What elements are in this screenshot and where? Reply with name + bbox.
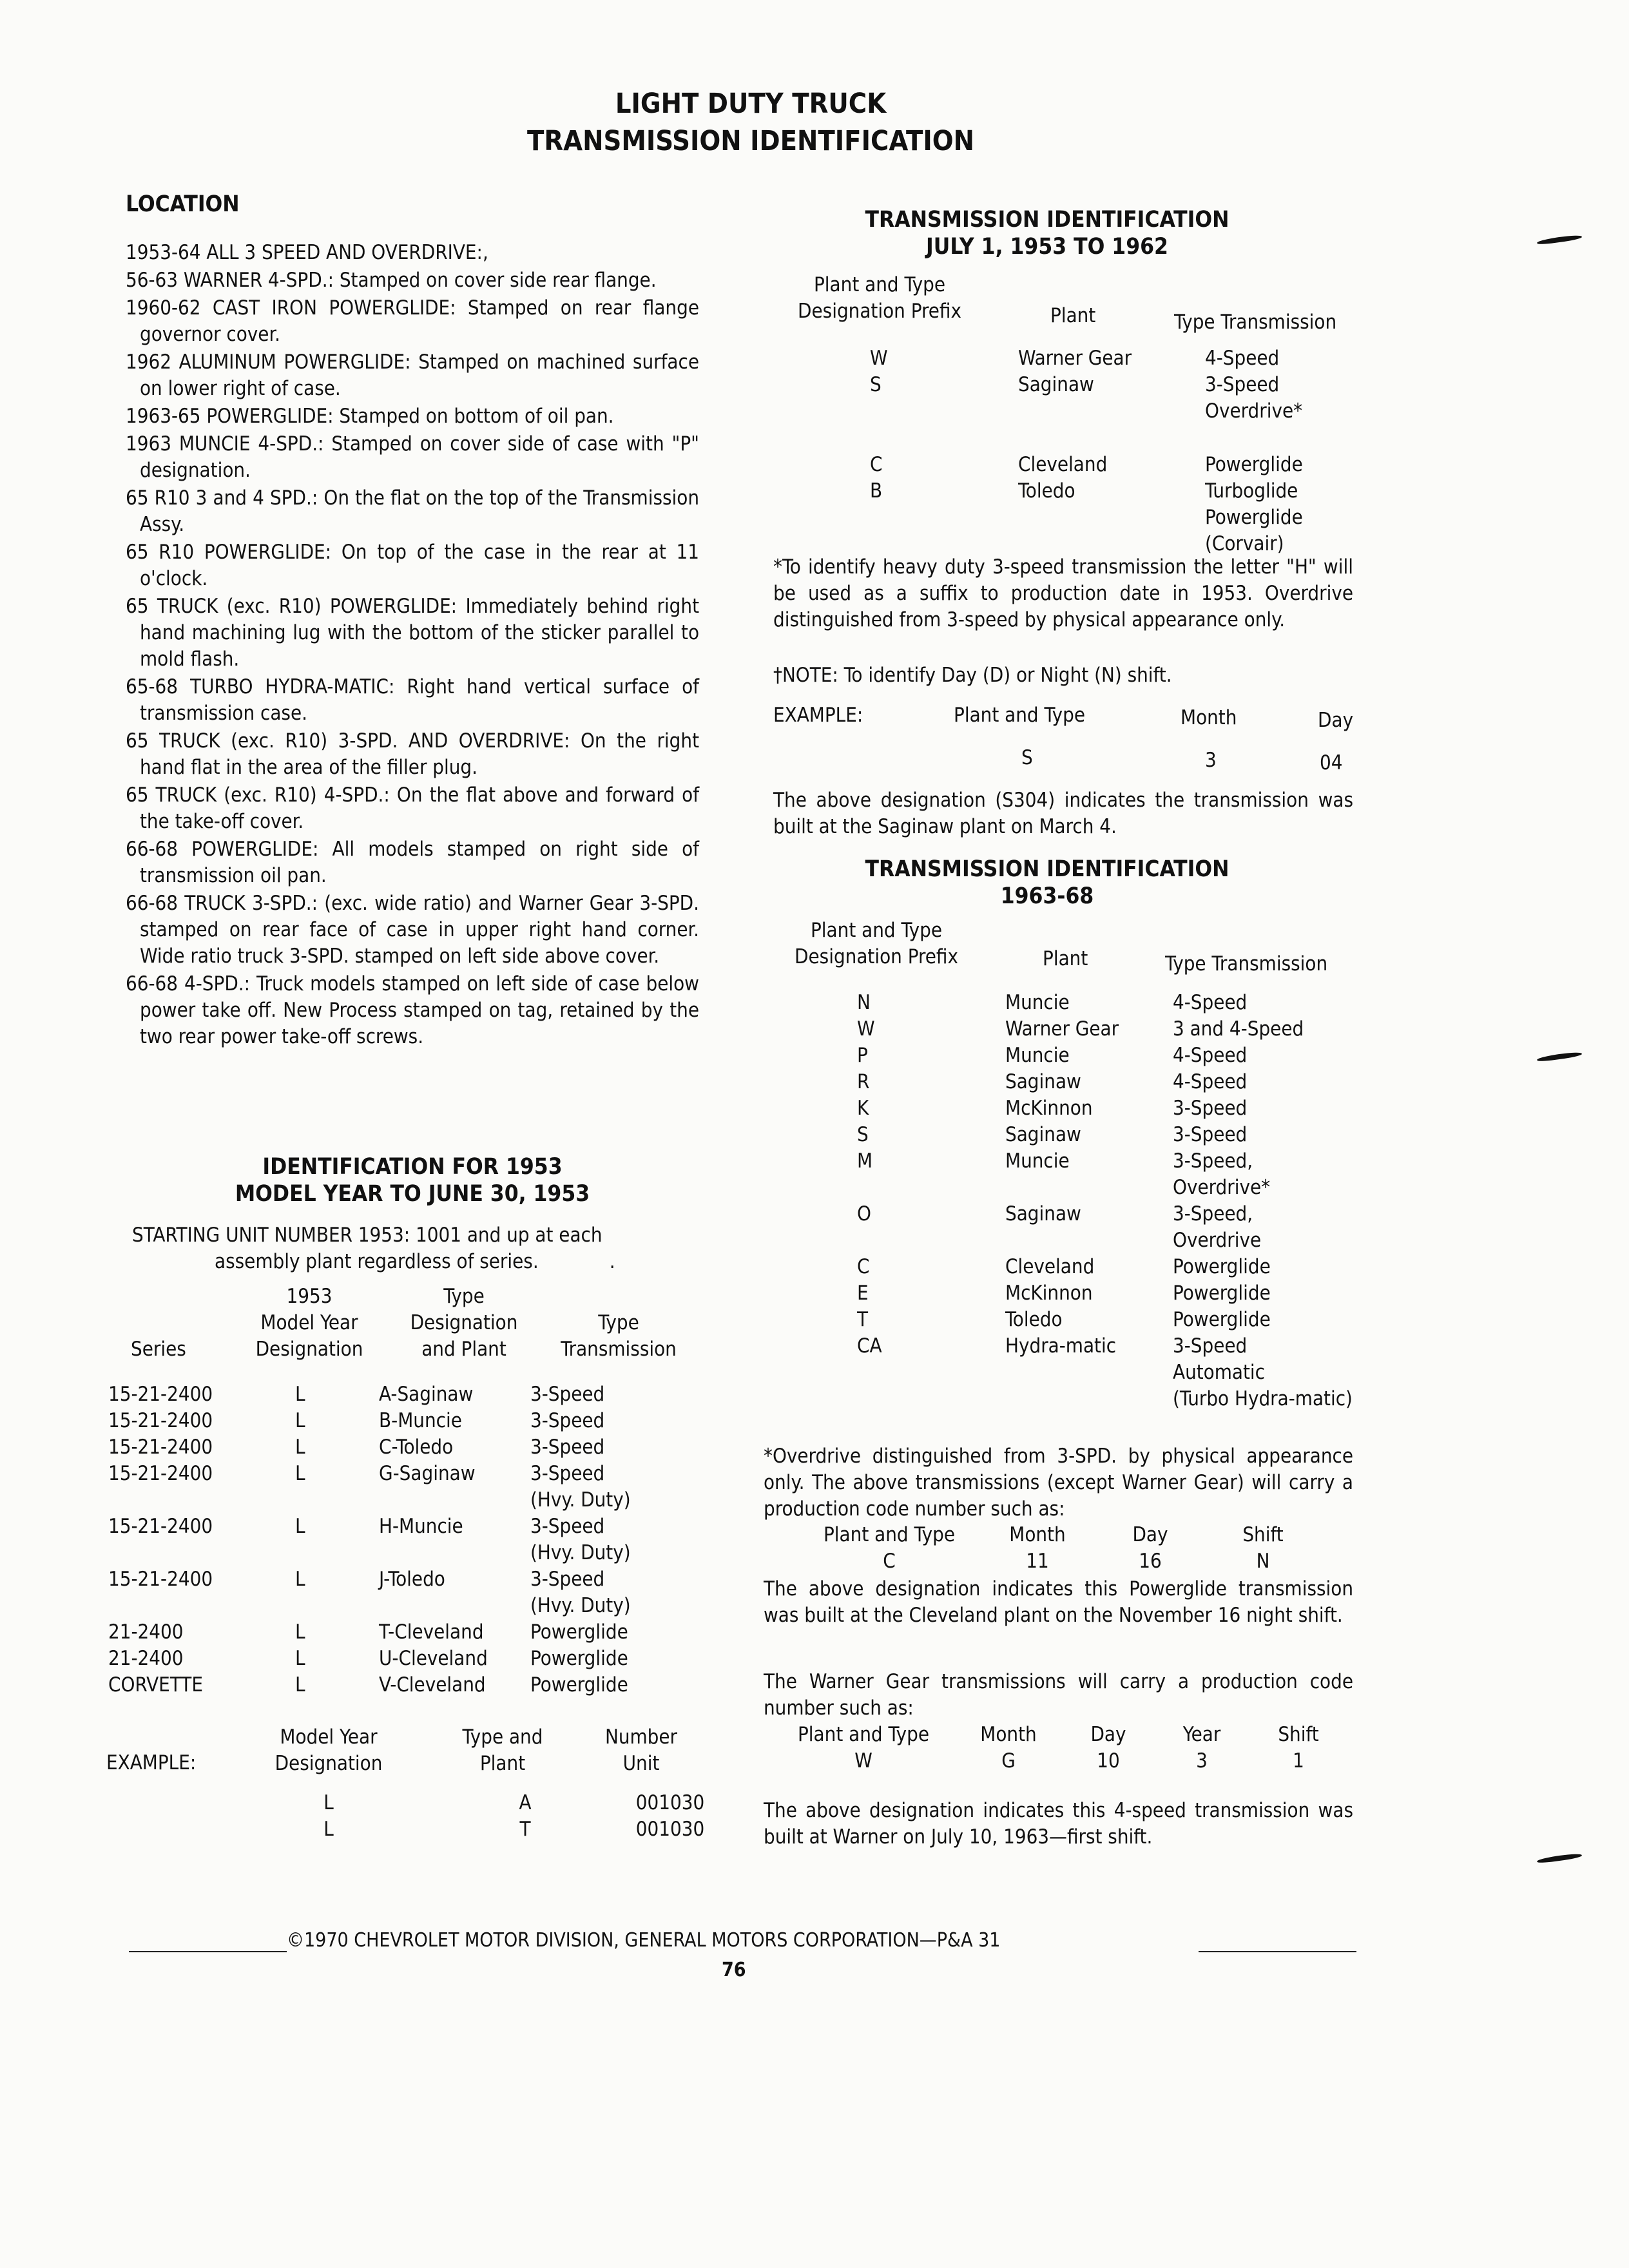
ex-h-type-plant-2: Plant <box>479 1752 526 1775</box>
ex-tp: A <box>519 1791 532 1814</box>
row-plant: T-Cleveland <box>379 1620 484 1644</box>
th-type-designation-2: Designation <box>410 1311 518 1334</box>
row-type <box>1173 1043 1392 1069</box>
row-type-line: Powerglide <box>1173 1282 1271 1305</box>
row-model-year: L <box>295 1462 305 1485</box>
r1-ex-label: EXAMPLE: <box>773 704 863 727</box>
r1-h-prefix <box>773 272 986 325</box>
id1953-62-row <box>857 345 1373 372</box>
row-type <box>1173 990 1392 1016</box>
row-series: 15-21-2400 <box>108 1568 213 1591</box>
ex2-v-shift: 1 <box>1293 1749 1304 1773</box>
row-model-year: L <box>295 1436 305 1459</box>
id1953-heading-line2: MODEL YEAR TO JUNE 30, 1953 <box>235 1181 590 1207</box>
row-type-line: 4-Speed <box>1205 347 1280 370</box>
row-prefix: R <box>857 1070 870 1093</box>
id1953-heading <box>126 1153 699 1207</box>
r2-h-type: Type Transmission <box>1165 952 1328 975</box>
ex-h-number-unit <box>590 1724 693 1777</box>
id1953-row <box>108 1408 685 1434</box>
id1963-68-row <box>844 1307 1392 1333</box>
row-type-line: (Corvair) <box>1205 532 1284 555</box>
example1-header-row <box>799 1522 1321 1548</box>
ex2-h-plant-type: Plant and Type <box>797 1723 930 1746</box>
ex2-h-day: Day <box>1090 1723 1126 1746</box>
r1-h-prefix-1: Plant and Type <box>813 273 946 296</box>
id1963-68-heading-line2: 1963-68 <box>1000 883 1094 909</box>
row-model-year: L <box>295 1620 305 1644</box>
ex2-h-year: Year <box>1182 1723 1221 1746</box>
r1-ex-h-plant-type: Plant and Type <box>954 704 1086 727</box>
row-series: 15-21-2400 <box>108 1436 213 1459</box>
id1953-row <box>108 1646 685 1672</box>
location-item: 1963-65 POWERGLIDE: Stamped on bottom of oil pan. <box>126 405 614 428</box>
id1963-68-row <box>844 1043 1392 1069</box>
id1953-62-row <box>857 478 1373 557</box>
edge-mark <box>1537 234 1582 245</box>
row-type-line: Powerglide <box>1173 1255 1271 1278</box>
ex1-h-month: Month <box>1009 1523 1066 1546</box>
r1-ex-h-day: Day <box>1318 709 1354 732</box>
example-row <box>264 1816 722 1843</box>
row-type <box>1173 1122 1392 1148</box>
row-transmission <box>530 1514 685 1566</box>
row-model-year: L <box>295 1647 305 1670</box>
th-type-transmission-2: Transmission <box>561 1338 677 1361</box>
r1-h-prefix-2: Designation Prefix <box>798 300 961 323</box>
row-transmission <box>530 1434 685 1461</box>
row-prefix: K <box>857 1097 869 1120</box>
location-item: 65 TRUCK (exc. R10) 4-SPD.: On the flat above and forward of the take-off cover. <box>126 783 699 833</box>
row-plant: Saginaw <box>1005 1070 1081 1093</box>
row-transmission <box>530 1646 685 1672</box>
row-transmission-line: 3-Speed <box>530 1568 605 1591</box>
row-plant: H-Muncie <box>379 1515 463 1538</box>
row-plant: Warner Gear <box>1018 347 1132 370</box>
row-plant: G-Saginaw <box>379 1462 476 1485</box>
row-type-line: 3-Speed <box>1173 1097 1248 1120</box>
location-item: 65 R10 POWERGLIDE: On top of the case in the rear at 11 o'clock. <box>126 541 699 590</box>
r1-h-plant: Plant <box>1050 304 1096 327</box>
row-plant: A-Saginaw <box>379 1383 474 1406</box>
starting-line2-text: assembly plant regardless of series. <box>215 1250 539 1273</box>
th-model-year-2: Model Year <box>260 1311 358 1334</box>
footer-copyright: ©1970 CHEVROLET MOTOR DIVISION, GENERAL MOTORS CORPORATION—P&A 31 <box>287 1929 1001 1952</box>
id1953-62-note2: †NOTE: To identify Day (D) or Night (N) shift. <box>773 664 1172 687</box>
r1-ex-v-day: 04 <box>1320 751 1343 774</box>
id1953-example-table <box>264 1790 722 1843</box>
row-type-line: Overdrive* <box>1205 399 1303 423</box>
th-type-transmission <box>541 1310 696 1363</box>
row-prefix: S <box>870 373 882 396</box>
id1953-row <box>108 1566 685 1619</box>
row-prefix: M <box>857 1149 873 1173</box>
ex2-h-month: Month <box>980 1723 1037 1746</box>
ex-h-number-unit-1: Number <box>604 1725 678 1749</box>
row-type-line: 3-Speed <box>1205 373 1280 396</box>
row-prefix: C <box>857 1255 870 1278</box>
id1953-row <box>108 1514 685 1566</box>
row-series: 15-21-2400 <box>108 1383 213 1406</box>
ex1-h-shift: Shift <box>1242 1523 1284 1546</box>
location-item: 65 TRUCK (exc. R10) POWERGLIDE: Immediately behind right hand machining lug with the bottom of the sticker parallel to mold flash. <box>126 595 699 671</box>
starting-line1: STARTING UNIT NUMBER 1953: 1001 and up at each <box>132 1224 602 1247</box>
id1953-62-heading-line1: TRANSMISSION IDENTIFICATION <box>865 207 1229 233</box>
r1-ex-v-month: 3 <box>1205 749 1217 772</box>
row-series: CORVETTE <box>108 1673 203 1696</box>
row-type-line: Powerglide <box>1205 453 1303 476</box>
id1963-68-row <box>844 1016 1392 1043</box>
id1953-62-desc: The above designation (S304) indicates the transmission was built at the Saginaw plant on March 4. <box>773 789 1353 838</box>
row-type-line: 3-Speed <box>1173 1123 1248 1146</box>
location-heading: LOCATION <box>126 191 240 217</box>
row-plant: V-Cleveland <box>379 1673 486 1696</box>
ex1-v-month: 11 <box>1026 1550 1049 1573</box>
row-transmission-line: (Hvy. Duty) <box>530 1541 631 1564</box>
row-type <box>1205 372 1373 452</box>
id1953-starting <box>132 1222 699 1275</box>
row-model-year: L <box>295 1568 305 1591</box>
row-plant: C-Toledo <box>379 1436 454 1459</box>
row-type-line: 3-Speed, <box>1173 1149 1253 1173</box>
row-type-line: Overdrive* <box>1173 1176 1271 1199</box>
row-type-line: Powerglide <box>1205 506 1303 529</box>
example2-header-row <box>773 1722 1347 1748</box>
id1953-row <box>108 1434 685 1461</box>
r1-ex-h-month: Month <box>1181 706 1237 729</box>
ex-h-type-plant <box>445 1724 561 1777</box>
page-number: 76 <box>722 1959 746 1981</box>
row-plant: Saginaw <box>1005 1123 1081 1146</box>
id1953-row <box>108 1461 685 1514</box>
location-item: 1962 ALUMINUM POWERGLIDE: Stamped on machined surface on lower right of case. <box>126 351 699 400</box>
row-prefix: C <box>870 453 883 476</box>
th-type-transmission-1: Type <box>598 1311 639 1334</box>
row-plant: Toledo <box>1005 1308 1063 1331</box>
row-type-line: 3-Speed <box>1173 1334 1248 1358</box>
row-plant: Saginaw <box>1018 373 1094 396</box>
row-prefix: B <box>870 479 883 503</box>
id1953-62-row <box>857 452 1373 478</box>
ex1-h-day: Day <box>1132 1523 1168 1546</box>
location-item: 65-68 TURBO HYDRA-MATIC: Right hand vertical surface of transmission case. <box>126 675 699 725</box>
row-plant: Toledo <box>1018 479 1075 503</box>
row-type <box>1173 1016 1392 1043</box>
id1963-68-row <box>844 1122 1392 1148</box>
location-item: 1953-64 ALL 3 SPEED AND OVERDRIVE:, <box>126 241 488 264</box>
row-transmission-line: Powerglide <box>530 1673 628 1696</box>
row-plant: McKinnon <box>1005 1282 1093 1305</box>
row-transmission <box>530 1672 685 1698</box>
row-model-year: L <box>295 1409 305 1432</box>
r2-h-plant: Plant <box>1043 947 1088 970</box>
ex2-v-month: G <box>1001 1749 1016 1773</box>
r1-ex-v-plant-type: S <box>1021 746 1033 769</box>
id1963-68-desc1: The above designation indicates this Powerglide transmission was built at the Cleveland plant on the November 16 night shift. <box>764 1577 1353 1627</box>
r2-h-prefix-1: Plant and Type <box>810 919 943 942</box>
row-type-line: (Turbo Hydra-matic) <box>1173 1387 1353 1410</box>
id1963-68-row <box>844 1069 1392 1095</box>
id1963-68-heading <box>773 856 1321 910</box>
row-transmission <box>530 1381 685 1408</box>
ex-h-number-unit-2: Unit <box>622 1752 660 1775</box>
ex-num: 001030 <box>635 1791 705 1814</box>
row-type-line: 4-Speed <box>1173 991 1248 1014</box>
page-title-line2: TRANSMISSION IDENTIFICATION <box>526 125 975 157</box>
row-type <box>1173 1280 1392 1307</box>
id1953-example-label: EXAMPLE: <box>106 1751 197 1774</box>
row-type-line: Overdrive <box>1173 1229 1262 1252</box>
id1953-62-row <box>857 372 1373 452</box>
row-prefix: W <box>857 1017 875 1041</box>
id1963-68-warner-intro: The Warner Gear transmissions will carry a production code number such as: <box>764 1670 1353 1720</box>
row-series: 15-21-2400 <box>108 1409 213 1432</box>
th-series: Series <box>131 1338 186 1361</box>
row-prefix: O <box>857 1202 871 1225</box>
edge-mark <box>1537 1852 1582 1864</box>
row-transmission <box>530 1461 685 1514</box>
id1963-68-row <box>844 990 1392 1016</box>
ex-my: L <box>323 1818 334 1841</box>
id1953-62-table <box>857 345 1373 557</box>
row-type <box>1173 1333 1392 1412</box>
r2-h-prefix-2: Designation Prefix <box>795 945 958 968</box>
th-model-year-1: 1953 <box>286 1285 333 1308</box>
row-type <box>1173 1201 1392 1254</box>
id1963-68-row <box>844 1148 1392 1201</box>
id1963-68-row <box>844 1201 1392 1254</box>
r1-h-type: Type Transmission <box>1174 311 1337 334</box>
ex-h-model-year-2: Designation <box>275 1752 383 1775</box>
row-plant: Cleveland <box>1018 453 1108 476</box>
row-plant: McKinnon <box>1005 1097 1093 1120</box>
th-type-designation <box>393 1283 535 1363</box>
location-item: 66-68 POWERGLIDE: All models stamped on right side of transmission oil pan. <box>126 838 699 887</box>
row-model-year: L <box>295 1383 305 1406</box>
row-plant: Hydra-matic <box>1005 1334 1117 1358</box>
row-plant: B-Muncie <box>379 1409 462 1432</box>
id1963-68-row <box>844 1280 1392 1307</box>
row-model-year: L <box>295 1515 305 1538</box>
id1953-row <box>108 1619 685 1646</box>
id1953-row <box>108 1381 685 1408</box>
ex-tp: T <box>519 1818 531 1841</box>
id1963-68-row <box>844 1254 1392 1280</box>
id1963-68-table <box>844 990 1392 1412</box>
location-item: 1963 MUNCIE 4-SPD.: Stamped on cover side of case with "P" designation. <box>126 432 699 482</box>
ex-my: L <box>323 1791 334 1814</box>
row-plant: Saginaw <box>1005 1202 1081 1225</box>
row-prefix: W <box>870 347 888 370</box>
row-plant: Muncie <box>1005 991 1070 1014</box>
row-transmission-line: 3-Speed <box>530 1436 605 1459</box>
example-row <box>264 1790 722 1816</box>
ex-h-model-year-1: Model Year <box>280 1725 378 1749</box>
row-type-line: Turboglide <box>1205 479 1298 503</box>
row-plant: J-Toledo <box>379 1568 445 1591</box>
row-type-line: 4-Speed <box>1173 1070 1248 1093</box>
row-prefix: P <box>857 1044 868 1067</box>
row-transmission-line: Powerglide <box>530 1647 628 1670</box>
footer-rule-right <box>1199 1951 1356 1952</box>
ex1-v-shift: N <box>1256 1550 1270 1573</box>
example1-value-row <box>799 1548 1321 1575</box>
id1963-68-example2 <box>773 1722 1347 1774</box>
id1953-62-heading <box>773 206 1321 260</box>
row-type <box>1173 1069 1392 1095</box>
th-type-designation-1: Type <box>443 1285 485 1308</box>
id1963-68-row <box>844 1095 1392 1122</box>
row-model-year: L <box>295 1673 305 1696</box>
id1963-68-note: *Overdrive distinguished from 3-SPD. by physical appearance only. The above transmissions (except Warner Gear) will carry a production code number such as: <box>764 1445 1353 1521</box>
id1953-table <box>108 1381 685 1698</box>
location-item: 65 R10 3 and 4 SPD.: On the flat on the top of the Transmission Assy. <box>126 486 699 536</box>
id1963-68-example1 <box>799 1522 1321 1575</box>
location-item: 56-63 WARNER 4-SPD.: Stamped on cover side rear flange. <box>126 269 657 292</box>
row-type <box>1173 1095 1392 1122</box>
ex2-v-year: 3 <box>1196 1749 1208 1773</box>
th-model-year-3: Designation <box>255 1338 363 1361</box>
starting-line2 <box>132 1249 699 1275</box>
id1953-62-note1: *To identify heavy duty 3-speed transmission the letter "H" will be used as a suffix to production date in 1953. Overdrive distinguished from 3-speed by physical appearance only. <box>773 555 1353 631</box>
location-item: 66-68 TRUCK 3-SPD.: (exc. wide ratio) and Warner Gear 3-SPD. stamped on rear face of case in upper right hand corner. Wide ratio truck 3-SPD. stamped on left side above cover. <box>126 892 699 968</box>
ex2-h-shift: Shift <box>1278 1723 1319 1746</box>
row-type-line: 3 and 4-Speed <box>1173 1017 1304 1041</box>
row-plant: Muncie <box>1005 1044 1070 1067</box>
th-type-designation-3: and Plant <box>421 1338 506 1361</box>
id1953-heading-line1: IDENTIFICATION FOR 1953 <box>262 1154 563 1180</box>
row-type-line: 4-Speed <box>1173 1044 1248 1067</box>
row-prefix: CA <box>857 1334 882 1358</box>
id1963-68-heading-line1: TRANSMISSION IDENTIFICATION <box>865 856 1229 882</box>
row-type-line: Automatic <box>1173 1361 1266 1384</box>
footer-rule-left <box>129 1951 287 1952</box>
ex1-h-plant-type: Plant and Type <box>823 1523 956 1546</box>
row-type <box>1173 1148 1392 1201</box>
location-list <box>126 240 699 1052</box>
ex-h-type-plant-1: Type and <box>462 1725 543 1749</box>
row-series: 15-21-2400 <box>108 1462 213 1485</box>
ex2-v-plant-type: W <box>854 1749 872 1773</box>
example2-value-row <box>773 1748 1347 1774</box>
id1963-68-row <box>844 1333 1392 1412</box>
id1953-row <box>108 1672 685 1698</box>
row-prefix: S <box>857 1123 869 1146</box>
row-transmission-line: (Hvy. Duty) <box>530 1594 631 1617</box>
row-type <box>1173 1254 1392 1280</box>
ex-num: 001030 <box>635 1818 705 1841</box>
location-item: 65 TRUCK (exc. R10) 3-SPD. AND OVERDRIVE: On the right hand flat in the area of the filler plug. <box>126 729 699 779</box>
row-transmission <box>530 1408 685 1434</box>
row-transmission-line: 3-Speed <box>530 1409 605 1432</box>
row-plant: Warner Gear <box>1005 1017 1119 1041</box>
row-plant: Muncie <box>1005 1149 1070 1173</box>
location-item: 66-68 4-SPD.: Truck models stamped on left side of case below power take off. New Process stamped on tag, retained by the two rear power take-off screws. <box>126 972 699 1048</box>
row-type-line: 3-Speed, <box>1173 1202 1253 1225</box>
row-transmission <box>530 1619 685 1646</box>
row-transmission <box>530 1566 685 1619</box>
location-item: 1960-62 CAST IRON POWERGLIDE: Stamped on rear flange governor cover. <box>126 296 699 346</box>
row-prefix: T <box>857 1308 869 1331</box>
row-transmission-line: (Hvy. Duty) <box>530 1488 631 1512</box>
th-model-year <box>248 1283 371 1363</box>
row-plant: U-Cleveland <box>379 1647 488 1670</box>
ex1-v-plant-type: C <box>883 1550 896 1573</box>
id1963-68-desc2: The above designation indicates this 4-speed transmission was built at Warner on July 10, 1963—first shift. <box>764 1799 1353 1849</box>
row-transmission-line: 3-Speed <box>530 1515 605 1538</box>
edge-mark <box>1537 1051 1582 1062</box>
ex2-v-day: 10 <box>1097 1749 1120 1773</box>
row-transmission-line: Powerglide <box>530 1620 628 1644</box>
row-prefix: N <box>857 991 871 1014</box>
ex-h-model-year <box>264 1724 393 1777</box>
row-transmission-line: 3-Speed <box>530 1462 605 1485</box>
row-type <box>1173 1307 1392 1333</box>
row-type-line: Powerglide <box>1173 1308 1271 1331</box>
row-type <box>1205 478 1373 557</box>
stray-dot: . <box>609 1250 615 1273</box>
page-title <box>348 85 1153 160</box>
ex1-v-day: 16 <box>1139 1550 1162 1573</box>
id1953-62-heading-line2: JULY 1, 1953 TO 1962 <box>926 234 1168 260</box>
row-prefix: E <box>857 1282 869 1305</box>
row-series: 15-21-2400 <box>108 1515 213 1538</box>
row-type <box>1205 452 1373 478</box>
row-series: 21-2400 <box>108 1647 184 1670</box>
page-title-line1: LIGHT DUTY TRUCK <box>615 88 887 120</box>
row-plant: Cleveland <box>1005 1255 1095 1278</box>
r2-h-prefix <box>770 918 983 970</box>
row-type <box>1205 345 1373 372</box>
row-series: 21-2400 <box>108 1620 184 1644</box>
row-transmission-line: 3-Speed <box>530 1383 605 1406</box>
